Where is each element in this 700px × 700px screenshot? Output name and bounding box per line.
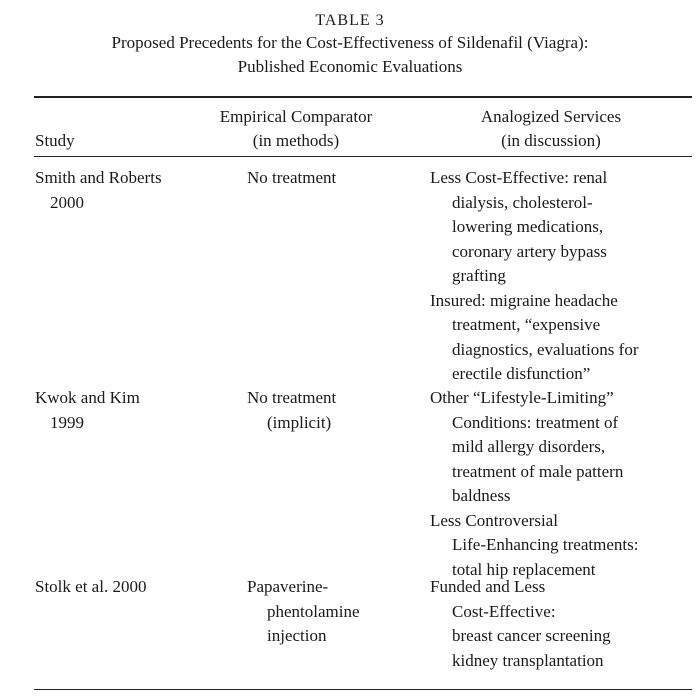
service-line: lowering medications,	[452, 217, 604, 236]
top-rule	[34, 96, 692, 98]
service-line: coronary artery bypass	[452, 241, 607, 261]
service-line: Funded and Less	[430, 577, 546, 596]
service-line: baldness	[452, 486, 511, 505]
service-line: Cost-Effective:	[452, 601, 556, 621]
service-line: treatment, “expensive	[452, 315, 601, 334]
service-line: erectile disfunction”	[452, 364, 591, 383]
comparator-line: Papaverine-	[247, 577, 329, 596]
study-cell	[35, 386, 200, 435]
service-line: Insured: migraine headache	[430, 290, 618, 310]
comparator-line: No treatment	[247, 388, 337, 407]
study-line: Smith and Roberts	[35, 168, 162, 187]
study-cell	[35, 166, 200, 215]
comparator-line: phentolamine	[267, 601, 360, 621]
service-line: treatment of male pattern	[452, 461, 624, 481]
study-cell	[35, 575, 200, 600]
header-comparator-line-1: Empirical Comparator	[219, 107, 373, 126]
service-line: diagnostics, evaluations for	[452, 339, 639, 359]
services-cell	[430, 575, 695, 673]
comparator-cell	[247, 166, 407, 191]
comparator-line: injection	[267, 626, 327, 645]
comparator-line: No treatment	[247, 168, 337, 187]
comparator-cell	[247, 386, 407, 435]
header-comparator-line-2: (in methods)	[252, 131, 340, 150]
bottom-rule	[34, 689, 692, 690]
header-rule	[34, 156, 692, 157]
header-services	[420, 105, 682, 153]
service-entry	[430, 386, 695, 509]
service-line: Less Controversial	[430, 510, 558, 530]
service-line: Life-Enhancing treatments:	[452, 535, 639, 554]
comparator-line: (implicit)	[267, 412, 332, 432]
table-caption-label: TABLE 3	[315, 12, 385, 29]
study-line: 2000	[50, 192, 84, 212]
header-study: Study	[35, 131, 75, 150]
service-entry	[430, 289, 695, 387]
service-line: total hip replacement	[452, 559, 596, 579]
header-comparator	[202, 105, 390, 153]
service-line: grafting	[452, 266, 506, 285]
service-entry	[430, 509, 695, 583]
services-cell	[430, 166, 695, 387]
study-line: Stolk et al. 2000	[35, 577, 147, 596]
service-entry	[430, 575, 695, 673]
comparator-cell	[247, 575, 407, 649]
service-line: Other “Lifestyle-Limiting”	[430, 388, 614, 407]
service-line: kidney transplantation	[452, 650, 604, 670]
title-line-2: Published Economic Evaluations	[237, 57, 463, 76]
service-line: mild allergy disorders,	[452, 437, 606, 456]
header-services-line-2: (in discussion)	[501, 131, 601, 150]
service-line: Conditions: treatment of	[452, 412, 619, 432]
study-line: 1999	[50, 412, 84, 432]
table-caption-title	[0, 31, 700, 79]
title-line-1: Proposed Precedents for the Cost-Effectiveness of Sildenafil (Viagra):	[111, 33, 589, 52]
service-entry	[430, 166, 695, 289]
service-line: Less Cost-Effective: renal	[430, 168, 608, 187]
study-line: Kwok and Kim	[35, 388, 140, 407]
header-services-line-1: Analogized Services	[480, 107, 622, 126]
services-cell	[430, 386, 695, 582]
service-line: dialysis, cholesterol-	[452, 192, 593, 212]
service-line: breast cancer screening	[452, 626, 611, 645]
